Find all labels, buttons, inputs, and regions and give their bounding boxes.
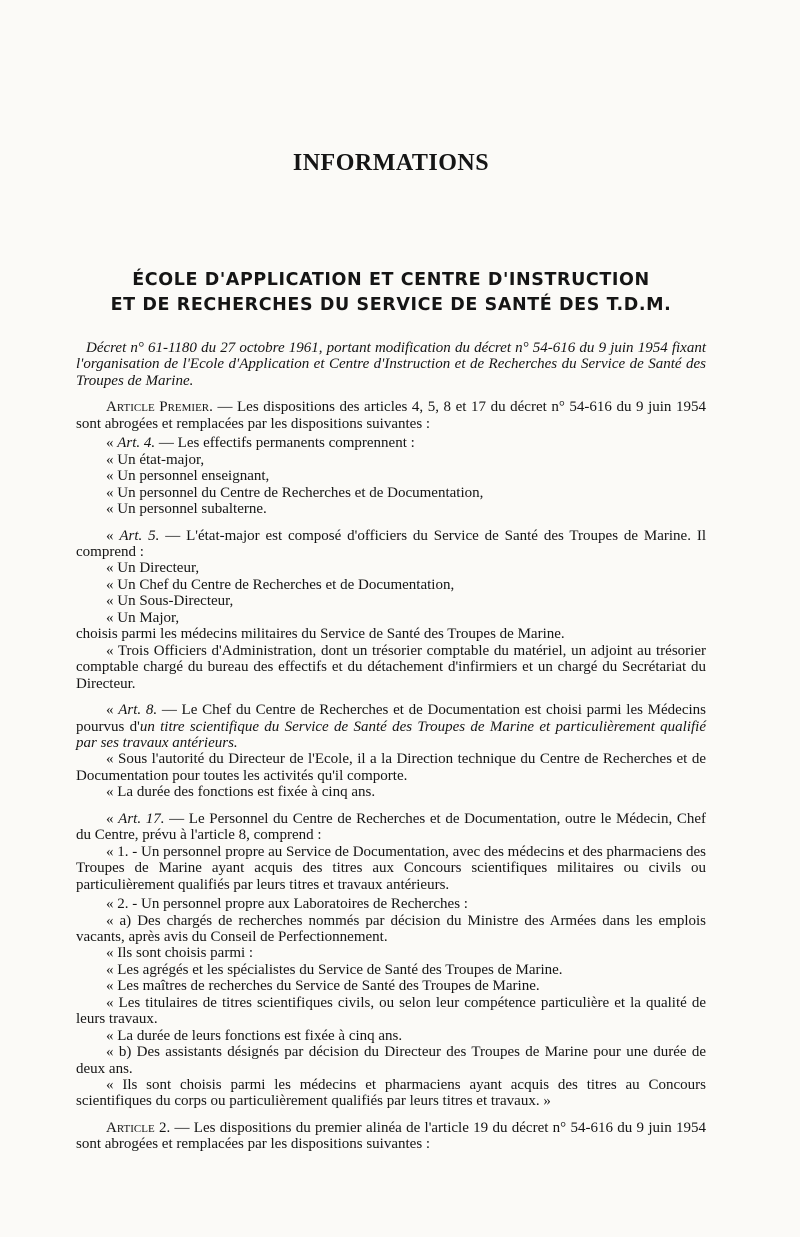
art4-line-2: « Un personnel enseignant, <box>106 468 270 485</box>
art5-item-2: « Un Sous-Directeur, <box>106 593 234 610</box>
art8-label: Art. 8. <box>118 702 158 719</box>
art8-p1-b: un titre scientifique du Service de Santé des Troupes de Marine et particulièrement qualifié par ses travaux antérieurs. <box>76 718 706 751</box>
decree-title: Décret n° 61-1180 du 27 octobre 1961, portant modification du décret n° 54-616 du 9 juin 1954 fixant l'organisation de l'Ecole d'Application et Centre d'Instruction et de Recherches du Service de Santé des Troupes de Marine. <box>76 340 706 389</box>
art5-item-3: « Un Major, <box>106 609 180 626</box>
art8-p1: « Art. 8. — Le Chef du Centre de Recherches et de Documentation est choisi parmi les Médecins pourvus d'un titre scientifique du Service de Santé des Troupes de Marine et particulièrement qualifié par ses travaux antérieurs. <box>76 702 706 751</box>
art17-titulaires: « Les titulaires de titres scientifiques civils, ou selon leur compétence particulière et la qualité de leurs travaux. <box>76 994 706 1028</box>
art17-intro: « Art. 17. — Le Personnel du Centre de Recherches et de Documentation, outre le Médecin, Chef du Centre, prévu à l'article 8, comprend : <box>76 810 707 844</box>
art5-officers: « Trois Officiers d'Administration, dont un trésorier comptable du matériel, un adjoint au trésorier comptable chargé du bureau des effectifs et du détachement d'infirmiers et un chargé du Secrétariat du Directeur. <box>76 642 706 692</box>
art17-label: Art. 17. <box>118 810 165 827</box>
art5-label: Art. 5. <box>119 527 160 544</box>
art17-pb: « b) Des assistants désignés par décision du Directeur des Troupes de Marine pour une durée de deux ans. <box>76 1044 706 1077</box>
section-heading <box>76 268 706 318</box>
art4-intro: « Art. 4. — Les effectifs permanents comprennent : <box>106 435 415 452</box>
article-2-label: Article 2. <box>106 1119 171 1136</box>
art17-duree: « La durée de leurs fonctions est fixée à cinq ans. <box>106 1027 403 1044</box>
art5-item-0: « Un Directeur, <box>106 560 200 577</box>
art4-line-4: « Un personnel subalterne. <box>106 501 267 518</box>
section-heading-line-2: ET DE RECHERCHES DU SERVICE DE SANTÉ DES T.D.M. <box>110 295 672 315</box>
art8-p1-a: — Le Chef du Centre de Recherches et de Documentation est choisi parmi les Médecins pourvus d' <box>76 702 706 735</box>
art5-intro-text: — L'état-major est composé d'officiers du Service de Santé des Troupes de Marine. Il comprend : <box>76 527 706 560</box>
art4-line-0: Les effectifs permanents comprennent : <box>177 435 415 452</box>
art17-chosen: « Ils sont choisis parmi : <box>106 945 254 962</box>
article-1-label: Article Premier. <box>106 399 213 416</box>
article-1 <box>76 399 706 432</box>
art17-maitres: « Les maîtres de recherches du Service de Santé des Troupes de Marine. <box>106 978 540 995</box>
section-heading-line-1: ÉCOLE D'APPLICATION ET CENTRE D'INSTRUCTION <box>132 270 650 290</box>
art5-item-1: « Un Chef du Centre de Recherches et de Documentation, <box>106 576 455 593</box>
art8-p3: « La durée des fonctions est fixée à cinq ans. <box>106 784 376 801</box>
article-2-text: — Les dispositions du premier alinéa de l'article 19 du décret n° 54-616 du 9 juin 1954 sont abrogées et remplacées par les dispositions suivantes : <box>76 1119 706 1153</box>
art17-p2: « 2. - Un personnel propre aux Laboratoires de Recherches : <box>106 896 468 913</box>
body-text <box>76 340 706 1153</box>
page-title: INFORMATIONS <box>292 150 490 176</box>
art17-intro-text: — Le Personnel du Centre de Recherches et de Documentation, outre le Médecin, Chef du Centre, prévu à l'article 8, comprend : <box>76 810 707 844</box>
art17-pb2: « Ils sont choisis parmi les médecins et pharmaciens ayant acquis des titres au Concours scientifiques du corps ou particulièrement qualifiés par leurs titres et travaux. » <box>76 1077 706 1110</box>
art4-line-1: « Un état-major, <box>106 451 205 468</box>
art17-p1: « 1. - Un personnel propre au Service de Documentation, avec des médecins et des pharmaciens des Troupes de Marine ayant acquis des titres aux Concours scientifiques militaires ou civils ou particulièrement qualifiés par leurs titres et travaux antérieurs. <box>76 843 706 893</box>
art4-label: Art. 4. <box>117 435 156 452</box>
art17-agreges: « Les agrégés et les spécialistes du Service de Santé des Troupes de Marine. <box>106 961 563 978</box>
art5-intro: « Art. 5. — L'état-major est composé d'officiers du Service de Santé des Troupes de Marine. Il comprend : <box>76 527 706 560</box>
article-1-text: — Les dispositions des articles 4, 5, 8 et 17 du décret n° 54-616 du 9 juin 1954 sont abrogées et remplacées par les dispositions suivantes : <box>76 399 706 432</box>
art8-p2: « Sous l'autorité du Directeur de l'Ecole, il a la Direction technique du Centre de Recherches et de Documentation pour toutes les activités qu'il comporte. <box>76 751 706 784</box>
art5-chosen: choisis parmi les médecins militaires du Service de Santé des Troupes de Marine. <box>76 626 565 643</box>
art4-line-3: « Un personnel du Centre de Recherches et de Documentation, <box>106 484 484 501</box>
article-2 <box>76 1120 706 1153</box>
art17-pa: « a) Des chargés de recherches nommés par décision du Ministre des Armées dans les emplois vacants, après avis du Conseil de Perfectionnement. <box>76 912 706 945</box>
